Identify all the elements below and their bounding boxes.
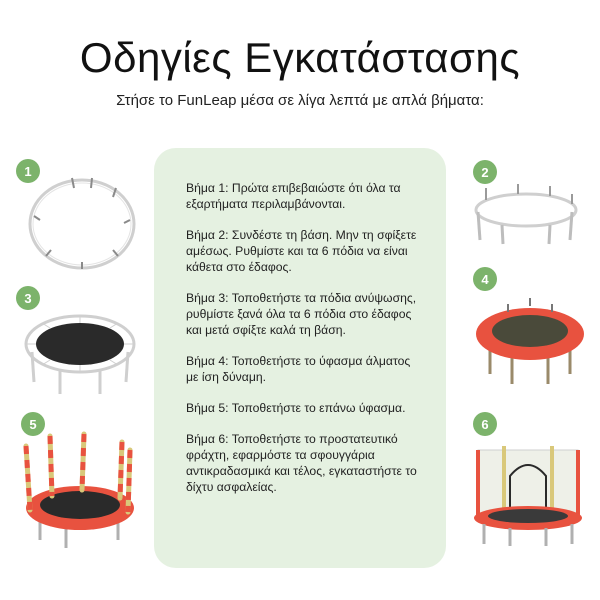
- padded-trampoline-illustration: [472, 292, 588, 386]
- step-1-text: Βήμα 1: Πρώτα επιβεβαιώστε ότι όλα τα εξαρτήματα περιλαμβάνονται.: [186, 181, 401, 211]
- frame-ring-illustration: [20, 168, 140, 276]
- poles-trampoline-illustration: [18, 428, 138, 550]
- step-6-text: Βήμα 6: Τοποθετήστε το προστατευτικό φράχτη, εφαρμόστε τα σφουγγάρια αντικραδασμικά και τέλος, εγκαταστήστε το δίχτυ ασφαλείας.: [186, 432, 417, 494]
- frame-legs-illustration: [468, 180, 584, 246]
- mat-springs-illustration: [22, 300, 140, 396]
- step-5-badge: 5: [21, 412, 45, 436]
- step-6-badge: 6: [473, 412, 497, 436]
- step-2-badge: 2: [473, 160, 497, 184]
- page-subtitle: Στήσε το FunLeap μέσα σε λίγα λεπτά με απλά βήματα:: [116, 92, 484, 109]
- step-4-badge: 4: [473, 267, 497, 291]
- steps-list: [186, 180, 422, 510]
- step-3-badge: 3: [16, 286, 40, 310]
- step-1-badge: 1: [16, 159, 40, 183]
- page-title: Οδηγίες Εγκατάστασης: [79, 34, 521, 81]
- step-4-text: Βήμα 4: Τοποθετήστε το ύφασμα άλματος με ίση δύναμη.: [186, 354, 411, 384]
- safety-net-trampoline-illustration: [470, 440, 586, 548]
- step-3-text: Βήμα 3: Τοποθετήστε τα πόδια ανύψωσης, ρυθμίστε ξανά όλα τα 6 πόδια στο έδαφος και μετά σφίξτε καλά τη βάση.: [186, 291, 417, 337]
- step-5-text: Βήμα 5: Τοποθετήστε το επάνω ύφασμα.: [186, 401, 406, 415]
- step-2-text: Βήμα 2: Συνδέστε τη βάση. Μην τη σφίξετε αμέσως. Ρυθμίστε και τα 6 πόδια να είναι κάθετα στο έδαφος.: [186, 228, 417, 274]
